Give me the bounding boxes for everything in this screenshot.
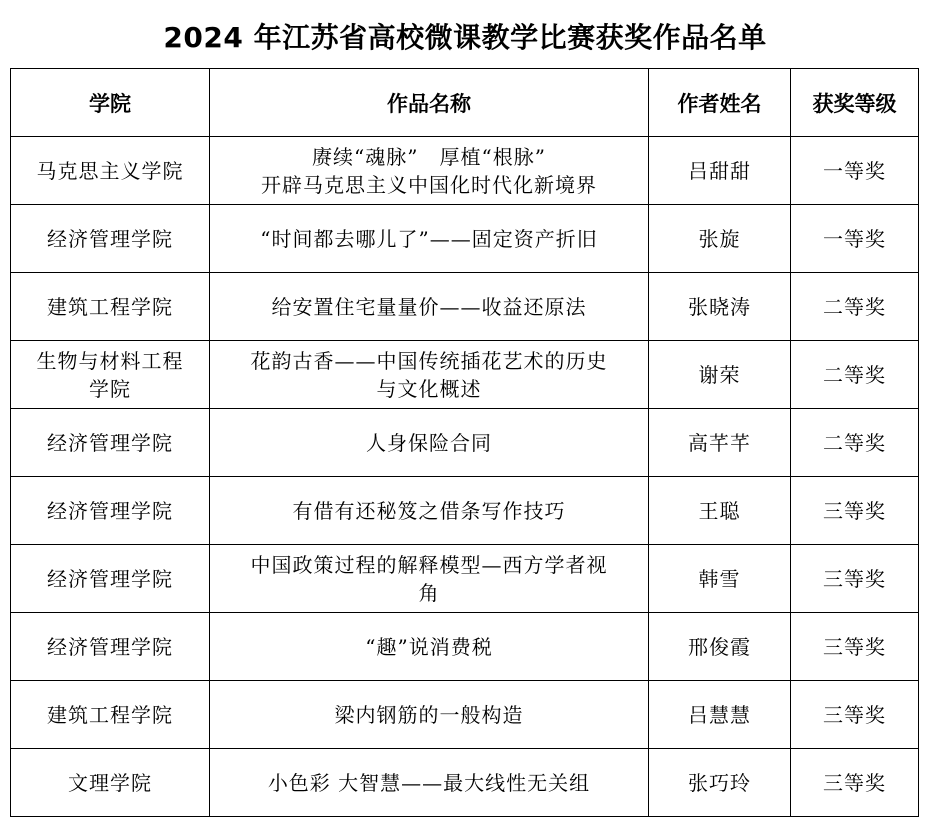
table-row	[11, 273, 919, 341]
cell-work-title	[210, 545, 649, 613]
cell-work-title	[210, 273, 649, 341]
cell-work-title-line: 赓续“魂脉” 厚植“根脉”	[312, 144, 546, 169]
cell-award-level: 三等奖	[791, 681, 919, 749]
cell-work-title	[210, 205, 649, 273]
cell-author: 吕甜甜	[649, 137, 791, 205]
cell-work-title	[210, 749, 649, 817]
cell-college-line: 学院	[89, 376, 131, 401]
cell-college: 文理学院	[11, 749, 210, 817]
cell-college: 经济管理学院	[11, 205, 210, 273]
cell-college	[11, 341, 210, 409]
cell-work-title	[210, 409, 649, 477]
cell-award-level: 三等奖	[791, 613, 919, 681]
cell-author: 张巧玲	[649, 749, 791, 817]
cell-author: 韩雪	[649, 545, 791, 613]
header-work-title: 作品名称	[210, 69, 649, 137]
table-header-row	[11, 69, 919, 137]
cell-college: 经济管理学院	[11, 477, 210, 545]
cell-work-title-line: 花韵古香——中国传统插花艺术的历史	[250, 348, 608, 373]
cell-college: 经济管理学院	[11, 545, 210, 613]
cell-college-line: 生物与材料工程	[36, 348, 184, 373]
cell-work-title-line: 小色彩 大智慧——最大线性无关组	[267, 770, 591, 795]
cell-work-title-line: “时间都去哪儿了”——固定资产折旧	[260, 226, 598, 251]
cell-author: 吕慧慧	[649, 681, 791, 749]
cell-award-level: 一等奖	[791, 137, 919, 205]
table-row	[11, 749, 919, 817]
cell-work-title-line: 开辟马克思主义中国化时代化新境界	[261, 172, 597, 197]
cell-author: 张晓涛	[649, 273, 791, 341]
table-row	[11, 681, 919, 749]
table-row	[11, 137, 919, 205]
cell-award-level: 二等奖	[791, 409, 919, 477]
cell-work-title-line: 角	[418, 580, 440, 605]
cell-college: 马克思主义学院	[11, 137, 210, 205]
table-row	[11, 341, 919, 409]
table-row	[11, 477, 919, 545]
cell-college: 建筑工程学院	[11, 681, 210, 749]
cell-work-title	[210, 137, 649, 205]
cell-author: 邢俊霞	[649, 613, 791, 681]
table-row	[11, 205, 919, 273]
cell-work-title-line: 与文化概述	[376, 376, 482, 401]
cell-college: 经济管理学院	[11, 409, 210, 477]
cell-work-title	[210, 341, 649, 409]
table-row	[11, 409, 919, 477]
cell-author: 高芊芊	[649, 409, 791, 477]
cell-work-title-line: 有借有还秘笈之借条写作技巧	[292, 498, 566, 523]
table-row	[11, 613, 919, 681]
cell-work-title	[210, 681, 649, 749]
cell-award-level: 二等奖	[791, 273, 919, 341]
awards-table	[10, 68, 919, 817]
cell-award-level: 二等奖	[791, 341, 919, 409]
cell-work-title	[210, 613, 649, 681]
cell-work-title-line: 中国政策过程的解释模型—西方学者视	[250, 552, 608, 577]
header-author: 作者姓名	[649, 69, 791, 137]
cell-author: 张旋	[649, 205, 791, 273]
cell-author: 王聪	[649, 477, 791, 545]
cell-award-level: 一等奖	[791, 205, 919, 273]
cell-award-level: 三等奖	[791, 545, 919, 613]
cell-award-level: 三等奖	[791, 749, 919, 817]
cell-college: 建筑工程学院	[11, 273, 210, 341]
cell-work-title	[210, 477, 649, 545]
cell-work-title-line: “趣”说消费税	[365, 634, 493, 659]
header-award-level: 获奖等级	[791, 69, 919, 137]
cell-award-level: 三等奖	[791, 477, 919, 545]
cell-work-title-line: 人身保险合同	[366, 430, 492, 455]
document-title: 2024 年江苏省高校微课教学比赛获奖作品名单	[163, 21, 767, 54]
cell-college: 经济管理学院	[11, 613, 210, 681]
cell-work-title-line: 梁内钢筋的一般构造	[334, 702, 524, 727]
cell-author: 谢荣	[649, 341, 791, 409]
header-college: 学院	[11, 69, 210, 137]
table-row	[11, 545, 919, 613]
table-body	[11, 137, 919, 817]
cell-work-title-line: 给安置住宅量量价——收益还原法	[271, 294, 587, 319]
